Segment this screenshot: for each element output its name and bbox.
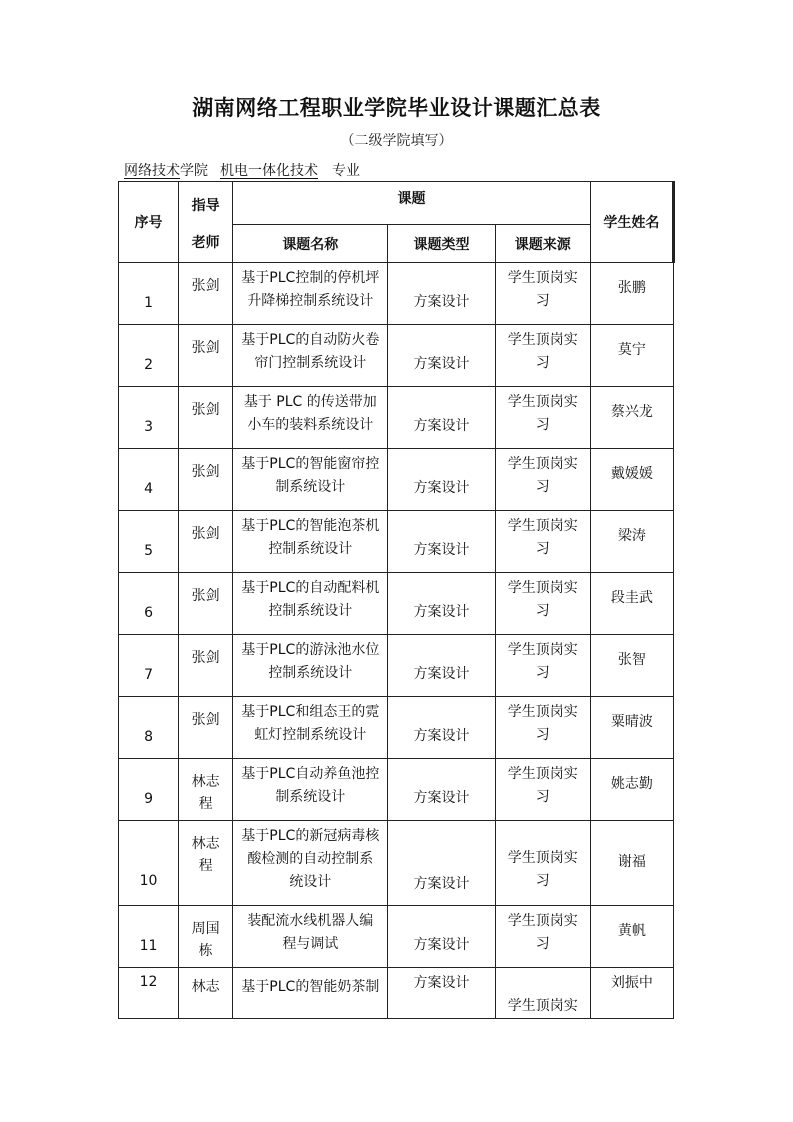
row-topic-source-line: 习 [535,355,550,371]
row-student-cell [590,635,673,697]
header-advisor-line1: 指导 [191,198,220,214]
header-topic-name: 课题名称 [233,225,388,263]
row-topic-source-line: 学生顶岗实 [507,456,578,472]
row-advisor-line: 张剑 [191,402,220,418]
row-topic-source-cell [495,387,590,449]
row-topic-name-cell [233,387,388,449]
table-row [119,968,674,1019]
page-title: 湖南网络工程职业学院毕业设计课题汇总表 [192,96,601,120]
table-row [119,906,674,968]
row-student-name: 戴媛媛 [610,466,653,482]
row-topic-source-cell [495,511,590,573]
row-topic-type: 方案设计 [413,294,470,310]
row-advisor-line: 张剑 [191,340,220,356]
row-topic-type-cell [388,511,495,573]
row-topic-type-cell [388,635,495,697]
row-topic-source-cell [495,906,590,968]
row-advisor-line: 张剑 [191,712,220,728]
row-topic-name-line: 装配流水线机器人编 [247,913,374,929]
row-student-cell [590,449,673,511]
row-topic-name-line: 基于PLC自动养鱼池控 [241,766,380,782]
row-topic-source-line: 学生顶岗实 [507,270,578,286]
row-topic-name-line: 基于PLC的游泳池水位 [241,642,380,658]
row-topic-source-cell [495,821,590,906]
row-topic-name-line: 基于PLC的自动配料机 [241,580,380,596]
row-topic-source-line: 学生顶岗实 [507,704,578,720]
header-advisor-line2: 老师 [191,235,220,251]
row-topic-source-line: 学生顶岗实 [507,913,578,929]
row-topic-source-line: 习 [535,665,550,681]
row-no: 11 [139,938,158,954]
row-topic-type-cell [388,449,495,511]
row-topic-name-line: 基于PLC的智能泡茶机 [241,518,380,534]
row-topic-name-line: 基于PLC的智能窗帘控 [241,456,380,472]
row-advisor-line: 林志 [191,979,220,995]
row-topic-source-line: 学生顶岗实 [507,998,578,1014]
row-student-name: 莫宁 [617,342,646,358]
row-topic-source-line: 学生顶岗实 [507,580,578,596]
row-advisor-cell [179,697,233,759]
row-advisor-line: 张剑 [191,588,220,604]
row-topic-name-line: 基于PLC和组态王的霓 [241,704,380,720]
row-topic-type-cell [388,573,495,635]
row-advisor-cell [179,906,233,968]
header-topic: 课题 [233,182,591,225]
row-advisor-cell [179,263,233,325]
row-topic-name-line: 控制系统设计 [268,541,353,557]
topic-summary-table [118,181,675,1019]
department-line [122,160,360,180]
row-student-name: 粟晴波 [610,714,653,730]
major-name: 机电一体化技术 [220,163,318,179]
row-student-cell [590,511,673,573]
row-topic-type-cell [388,325,495,387]
row-topic-name-line: 基于 PLC 的传送带加 [243,394,377,410]
row-topic-source-line: 学生顶岗实 [507,642,578,658]
row-student-cell [590,325,673,387]
row-topic-source-line: 习 [535,936,550,952]
row-topic-name-line: 制系统设计 [275,479,346,495]
row-topic-name-line: 升降梯控制系统设计 [247,293,374,309]
row-topic-name-cell [233,573,388,635]
row-student-name: 黄帆 [617,923,646,939]
row-topic-source-line: 习 [535,789,550,805]
row-topic-source-cell [495,325,590,387]
row-advisor-cell [179,511,233,573]
row-no-cell [119,635,179,697]
row-advisor-line: 程 [198,858,213,874]
row-topic-name-line: 控制系统设计 [268,603,353,619]
row-no-cell [119,573,179,635]
row-topic-name-line: 统设计 [289,874,332,890]
header-row-1 [119,182,674,225]
row-topic-source-line: 习 [535,727,550,743]
row-student-name: 段圭武 [610,590,653,606]
row-topic-name-line: 虹灯控制系统设计 [254,727,367,743]
row-student-name: 梁涛 [617,528,646,544]
row-topic-source-line: 习 [535,541,550,557]
row-advisor-line: 程 [198,796,213,812]
row-student-name: 谢福 [617,854,646,870]
row-no: 8 [144,729,153,745]
row-no-cell [119,511,179,573]
row-topic-source-line: 习 [535,603,550,619]
header-student: 学生姓名 [590,182,673,263]
row-advisor-line: 周国 [191,921,220,937]
row-topic-type: 方案设计 [413,356,470,372]
header-topic-source: 课题来源 [495,225,590,263]
table-row [119,821,674,906]
row-advisor-cell [179,573,233,635]
row-topic-name-cell [233,511,388,573]
row-advisor-line: 林志 [191,774,220,790]
row-no: 12 [139,974,158,990]
row-topic-source-line: 学生顶岗实 [507,332,578,348]
row-student-cell [590,697,673,759]
row-advisor-cell [179,325,233,387]
table-row [119,387,674,449]
row-no-cell [119,968,179,1019]
row-topic-type-cell [388,759,495,821]
row-no: 2 [144,357,153,373]
row-advisor-line: 张剑 [191,526,220,542]
row-topic-source-line [496,972,590,995]
row-topic-name-cell [233,821,388,906]
table-row [119,449,674,511]
row-no-cell [119,387,179,449]
row-topic-type: 方案设计 [413,480,470,496]
row-topic-name-line: 帘门控制系统设计 [254,355,367,371]
header-no: 序号 [119,182,179,263]
row-student-cell [590,387,673,449]
row-topic-source-line: 学生顶岗实 [507,850,578,866]
row-topic-type-cell [388,263,495,325]
row-topic-source-line: 学生顶岗实 [507,394,578,410]
row-topic-type: 方案设计 [413,790,470,806]
row-no-cell [119,449,179,511]
row-topic-type: 方案设计 [413,542,470,558]
row-topic-name-cell [233,635,388,697]
college-label: 学院 [180,163,208,179]
row-no-cell [119,906,179,968]
row-topic-source-cell [495,635,590,697]
row-no-cell [119,759,179,821]
row-advisor-line: 林志 [191,836,220,852]
row-advisor-cell [179,635,233,697]
row-no: 6 [144,605,153,621]
row-topic-name-cell [233,968,388,1019]
row-topic-source-cell [495,759,590,821]
row-topic-name-line: 酸检测的自动控制系 [247,851,374,867]
row-topic-type-cell [388,968,495,1019]
row-student-cell [590,263,673,325]
row-topic-name-line: 小车的装料系统设计 [247,417,374,433]
row-advisor-cell [179,821,233,906]
row-topic-name-line: 基于PLC的新冠病毒核 [241,828,380,844]
row-no-cell [119,821,179,906]
row-topic-type: 方案设计 [413,876,470,892]
row-topic-name-line: 制系统设计 [275,789,346,805]
row-topic-name-cell [233,325,388,387]
row-topic-name-line: 基于PLC的自动防火卷 [241,332,380,348]
row-topic-source-cell [495,263,590,325]
row-student-name: 姚志勤 [610,776,653,792]
row-advisor-cell [179,387,233,449]
header-topic-type: 课题类型 [388,225,495,263]
row-topic-type: 方案设计 [413,728,470,744]
row-advisor-cell [179,449,233,511]
row-student-name: 张智 [617,652,646,668]
row-topic-type: 方案设计 [413,666,470,682]
row-topic-type: 方案设计 [413,975,470,991]
table-row [119,635,674,697]
table-row [119,263,674,325]
row-advisor-line: 张剑 [191,650,220,666]
row-topic-type-cell [388,387,495,449]
row-topic-source-cell [495,968,590,1019]
row-student-cell [590,968,673,1019]
row-no: 1 [144,295,153,311]
row-topic-name-cell [233,449,388,511]
row-topic-source-line: 习 [535,873,550,889]
row-topic-source-line: 习 [535,479,550,495]
row-advisor-cell [179,759,233,821]
row-student-name: 刘振中 [610,975,653,991]
row-topic-type: 方案设计 [413,418,470,434]
table-row [119,697,674,759]
row-topic-source-line: 习 [535,293,550,309]
row-topic-source-cell [495,697,590,759]
table-row [119,759,674,821]
row-topic-name-line: 基于PLC控制的停机坪 [241,270,380,286]
row-topic-type-cell [388,697,495,759]
row-no: 10 [139,873,158,889]
row-topic-source-line: 学生顶岗实 [507,518,578,534]
row-no: 5 [144,543,153,559]
row-no-cell [119,697,179,759]
row-student-cell [590,821,673,906]
row-no: 3 [144,419,153,435]
major-label: 专业 [332,163,360,179]
college-name: 网络技术 [124,163,180,179]
row-student-name: 张鹏 [617,280,646,296]
row-advisor-line: 栋 [198,943,213,959]
row-topic-type-cell [388,906,495,968]
table-row [119,573,674,635]
row-topic-source-line: 学生顶岗实 [507,766,578,782]
row-advisor-line: 张剑 [191,278,220,294]
row-topic-name-cell [233,759,388,821]
page-subtitle: （二级学院填写） [340,133,453,149]
row-student-name: 蔡兴龙 [610,404,653,420]
row-no: 4 [144,481,153,497]
row-no: 9 [144,791,153,807]
row-student-cell [590,573,673,635]
header-advisor [179,182,233,263]
row-topic-type: 方案设计 [413,604,470,620]
row-no-cell [119,325,179,387]
row-topic-name-line: 控制系统设计 [268,665,353,681]
row-advisor-cell [179,968,233,1019]
table-row [119,511,674,573]
row-no-cell [119,263,179,325]
row-topic-name-cell [233,263,388,325]
row-no: 7 [144,667,153,683]
row-advisor-line: 张剑 [191,464,220,480]
row-topic-source-line: 习 [535,417,550,433]
row-topic-name-line: 程与调试 [282,936,339,952]
table-row [119,325,674,387]
row-topic-type: 方案设计 [413,937,470,953]
row-student-cell [590,759,673,821]
row-topic-name-cell [233,697,388,759]
row-topic-source-cell [495,449,590,511]
row-topic-name-line: 基于PLC的智能奶茶制 [241,979,380,995]
row-topic-source-cell [495,573,590,635]
row-student-cell [590,906,673,968]
row-topic-name-cell [233,906,388,968]
row-topic-type-cell [388,821,495,906]
